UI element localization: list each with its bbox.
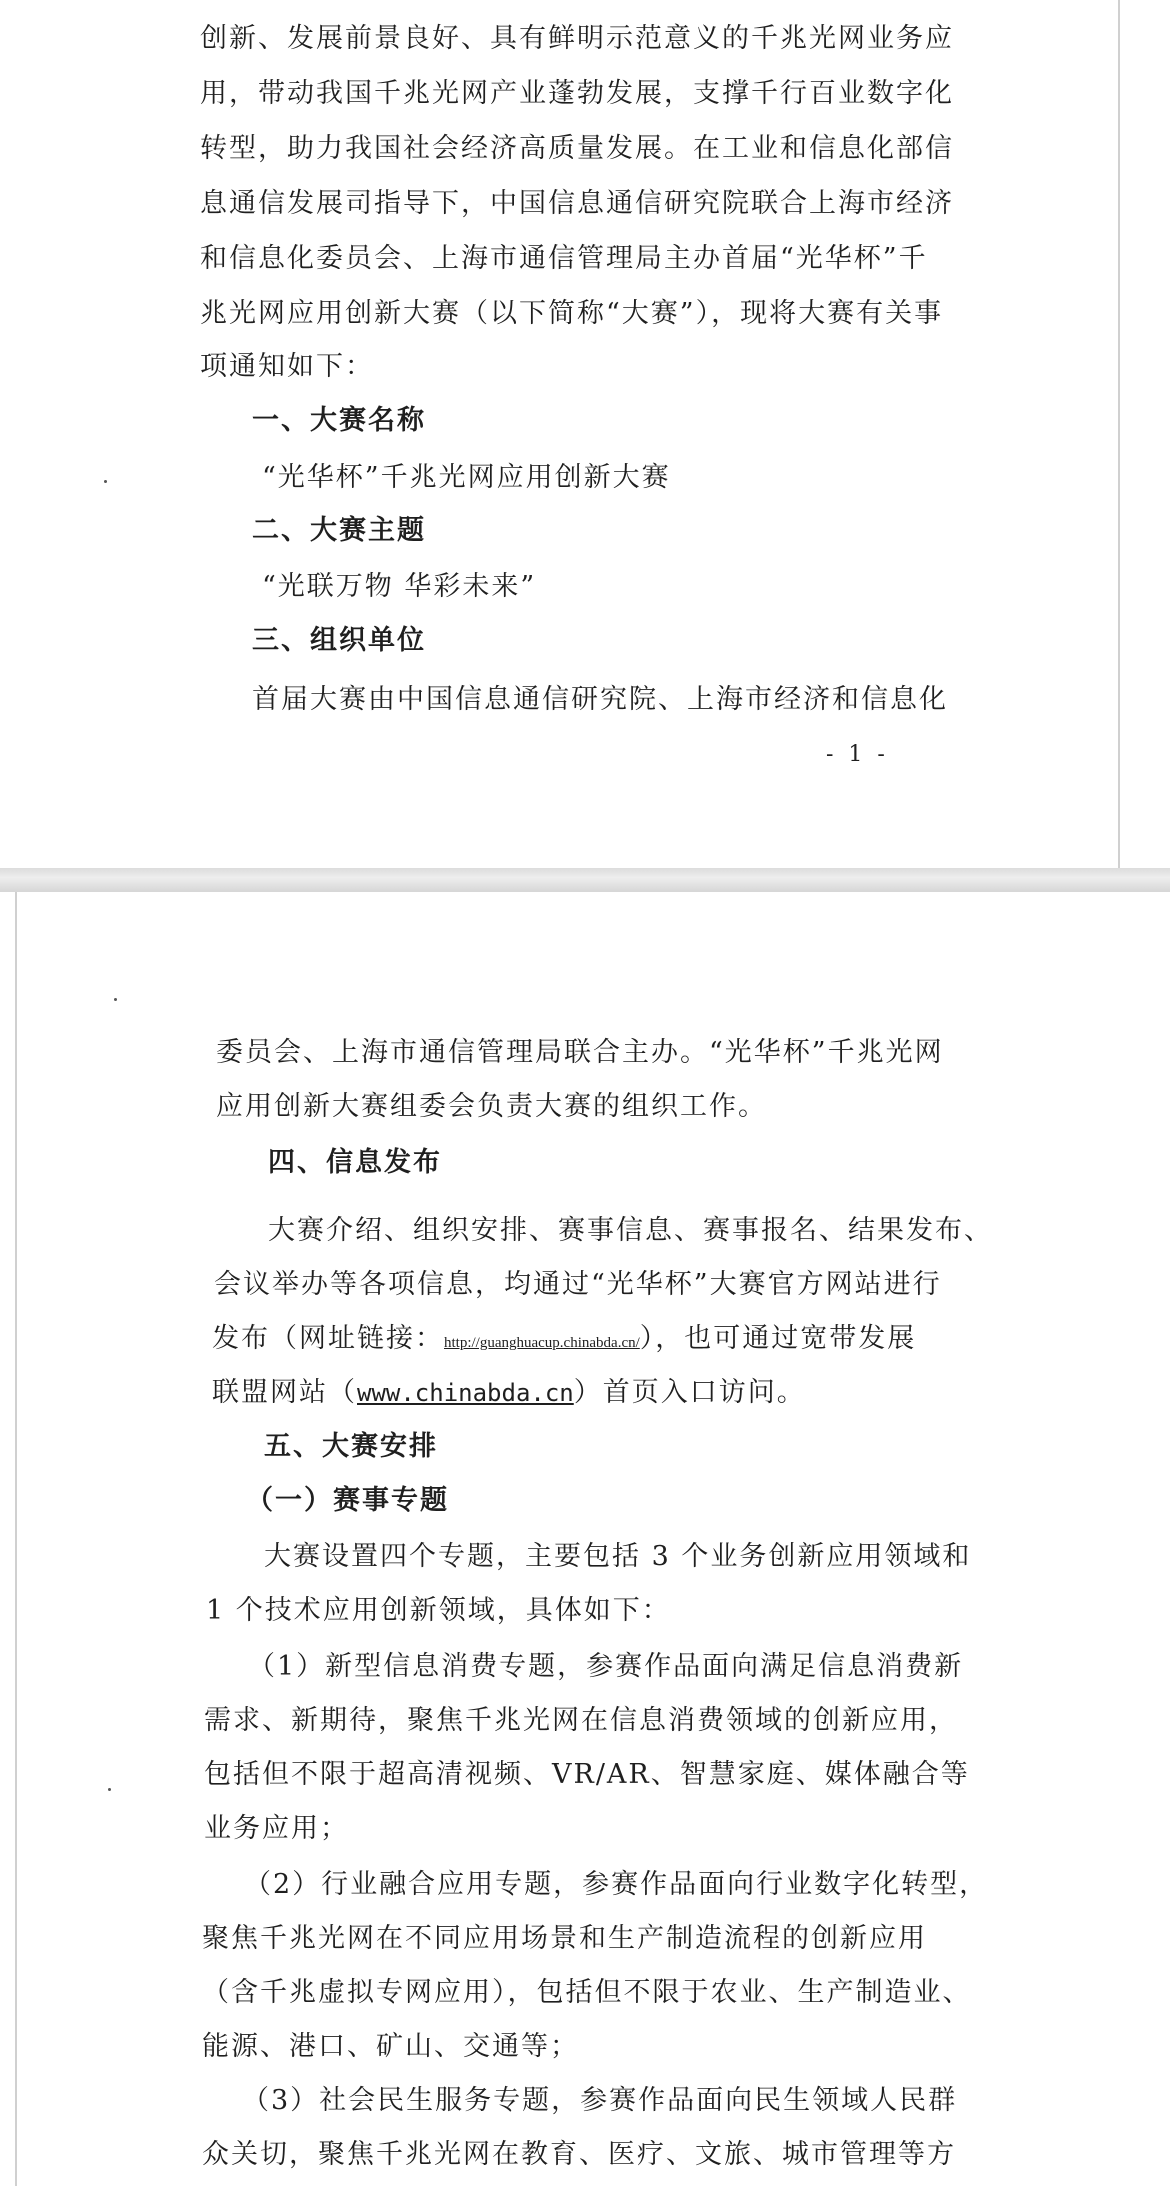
body-line: 业务应用； (204, 1813, 349, 1844)
body-line: （含千兆虚拟专网应用），包括但不限于农业、生产制造业、 (202, 1977, 972, 2008)
body-line: 1 个技术应用创新领域，具体如下： (206, 1595, 671, 1626)
scan-speck (108, 1788, 111, 1791)
body-line: 应用创新大赛组委会负责大赛的组织工作。 (216, 1091, 767, 1122)
document-page-2 (0, 892, 1170, 2186)
body-line: “光华杯”千兆光网应用创新大赛 (262, 462, 671, 493)
body-line: 众关切，聚焦千兆光网在教育、医疗、文旅、城市管理等方 (202, 2139, 956, 2170)
scan-speck (114, 998, 117, 1001)
body-line: 大赛设置四个专题，主要包括 3 个业务创新应用领域和 (264, 1541, 972, 1572)
body-line: 委员会、上海市通信管理局联合主办。“光华杯”千兆光网 (216, 1037, 944, 1068)
body-line: 会议举办等各项信息，均通过“光华杯”大赛官方网站进行 (214, 1269, 942, 1300)
body-line: 大赛介绍、组织安排、赛事信息、赛事报名、结果发布、 (268, 1215, 993, 1246)
scan-speck (104, 480, 107, 483)
official-site-link[interactable]: http://guanghuacup.chinabda.cn/ (444, 1335, 640, 1351)
section-heading-arrangement: 五、大赛安排 (264, 1431, 438, 1462)
body-line: 创新、发展前景良好、具有鲜明示范意义的千兆光网业务应 (200, 23, 954, 54)
body-line: 需求、新期待，聚焦千兆光网在信息消费领域的创新应用， (204, 1705, 958, 1736)
body-line: 发布（网址链接：http://guanghuacup.chinabda.cn/），也可通过宽带发展 (212, 1323, 917, 1354)
body-line: 包括但不限于超高清视频、VR/AR、智慧家庭、媒体融合等 (204, 1759, 970, 1790)
document-page-1 (0, 0, 1170, 868)
body-line: （2）行业融合应用专题，参赛作品面向行业数字化转型， (244, 1869, 989, 1900)
page-number: - 1 - (826, 742, 889, 767)
body-line: 能源、港口、矿山、交通等； (202, 2031, 579, 2062)
body-line: 用，带动我国千兆光网产业蓬勃发展，支撑千行百业数字化 (200, 78, 954, 109)
page-edge-shadow (15, 892, 17, 2186)
section-heading-info-release: 四、信息发布 (268, 1147, 442, 1178)
section-heading-organizer: 三、组织单位 (252, 625, 426, 656)
page-edge-shadow (1118, 0, 1120, 868)
body-line: 兆光网应用创新大赛（以下简称“大赛”），现将大赛有关事 (200, 298, 944, 329)
subsection-heading-topics: （一）赛事专题 (246, 1485, 449, 1516)
body-line: 项通知如下： (200, 351, 374, 382)
page-separator (0, 868, 1170, 892)
section-heading-theme: 二、大赛主题 (252, 515, 426, 546)
body-line: （1）新型信息消费专题，参赛作品面向满足信息消费新 (248, 1651, 964, 1682)
body-line: 首届大赛由中国信息通信研究院、上海市经济和信息化 (252, 684, 948, 715)
body-line: 和信息化委员会、上海市通信管理局主办首届“光华杯”千 (200, 243, 928, 274)
body-line: “光联万物 华彩未来” (262, 571, 537, 602)
body-line: （3）社会民生服务专题，参赛作品面向民生领域人民群 (242, 2085, 958, 2116)
body-line: 转型，助力我国社会经济高质量发展。在工业和信息化部信 (200, 133, 954, 164)
body-line: 联盟网站（www.chinabda.cn）首页入口访问。 (212, 1377, 806, 1408)
section-heading-name: 一、大赛名称 (252, 405, 426, 436)
body-line: 聚焦千兆光网在不同应用场景和生产制造流程的创新应用 (202, 1923, 927, 1954)
alliance-site-link[interactable]: www.chinabda.cn (357, 1379, 574, 1407)
body-line: 息通信发展司指导下，中国信息通信研究院联合上海市经济 (200, 188, 954, 219)
